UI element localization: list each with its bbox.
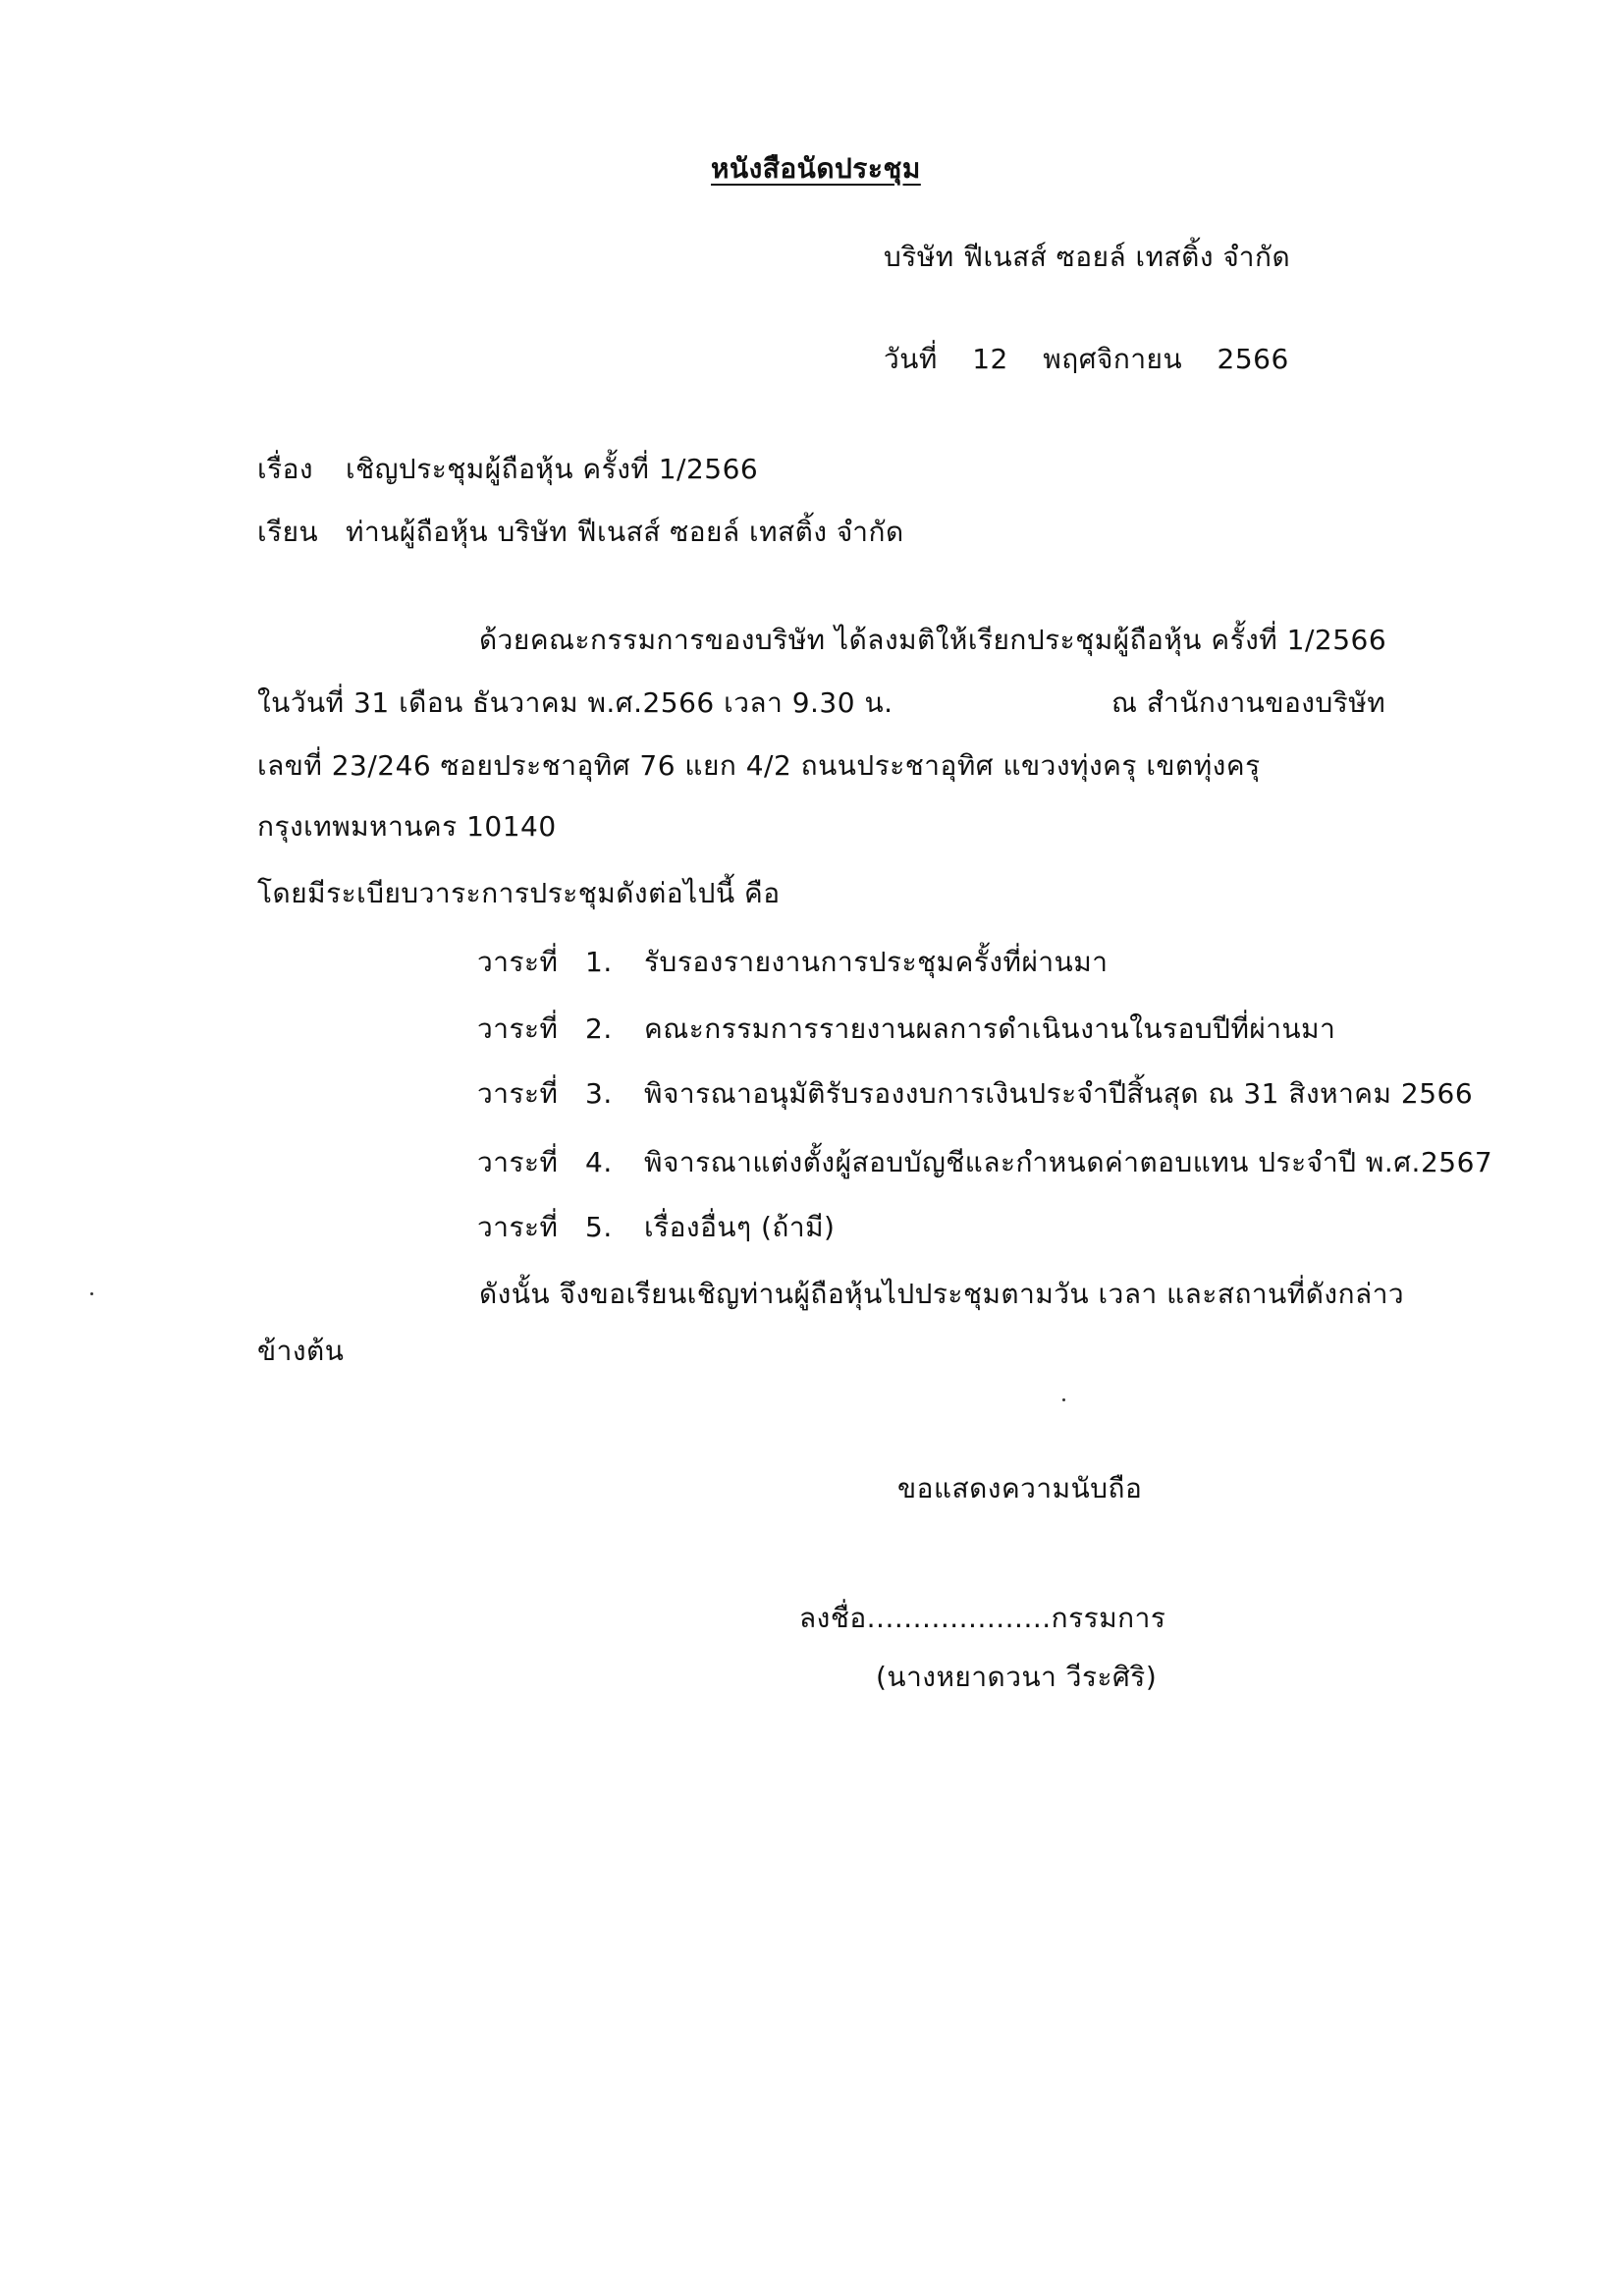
subject-text: เชิญประชุมผู้ถือหุ้น ครั้งที่ 1/2566 xyxy=(346,453,759,485)
date-day: 12 xyxy=(972,343,1008,375)
agenda-item xyxy=(477,943,1108,982)
agenda-item xyxy=(477,1010,1335,1049)
recipient-label: เรียน xyxy=(257,516,319,548)
agenda-intro: โดยมีระเบียบวาระการประชุมดังต่อไปนี้ คือ xyxy=(257,877,781,909)
agenda-number: 3. xyxy=(585,1077,613,1110)
body-paragraph-1: ด้วยคณะกรรมการของบริษัท ได้ลงมติให้เรียกประชุมผู้ถือหุ้น ครั้งที่ 1/2566 xyxy=(479,624,1387,656)
meeting-datetime: ในวันที่ 31 เดือน ธันวาคม พ.ศ.2566 เวลา 9.30 น. xyxy=(257,686,893,719)
company-name: บริษัท ฟีเนสส์ ซอยล์ เทสติ้ง จำกัด xyxy=(884,241,1291,273)
agenda-text: เรื่องอื่นๆ (ถ้ามี) xyxy=(644,1211,836,1243)
signature-line: ลงชื่อ....................กรรมการ xyxy=(799,1602,1166,1634)
agenda-number: 2. xyxy=(585,1012,613,1045)
agenda-label: วาระที่ xyxy=(477,1012,559,1045)
agenda-label: วาระที่ xyxy=(477,1211,559,1243)
subject-line xyxy=(257,450,758,489)
agenda-number: 4. xyxy=(585,1146,613,1178)
body-paragraph-3: เลขที่ 23/246 ซอยประชาอุทิศ 76 แยก 4/2 ถนนประชาอุทิศ แขวงทุ่งครุ เขตทุ่งครุ xyxy=(257,749,1261,782)
agenda-label: วาระที่ xyxy=(477,1077,559,1110)
agenda-number: 5. xyxy=(585,1211,613,1243)
agenda-text: พิจารณาอนุมัติรับรองงบการเงินประจำปีสิ้นสุด ณ 31 สิงหาคม 2566 xyxy=(644,1077,1474,1110)
document-date xyxy=(884,340,1315,379)
regards: ขอแสดงความนับถือ xyxy=(897,1472,1143,1504)
recipient-line xyxy=(257,513,904,552)
recipient-text: ท่านผู้ถือหุ้น บริษัท ฟีเนสส์ ซอยล์ เทสติ้ง จำกัด xyxy=(346,516,904,548)
scan-speck xyxy=(90,1292,93,1295)
date-prefix: วันที่ xyxy=(884,343,938,375)
agenda-text: คณะกรรมการรายงานผลการดำเนินงานในรอบปีที่ผ่านมา xyxy=(644,1012,1336,1045)
agenda-label: วาระที่ xyxy=(477,946,559,978)
agenda-item xyxy=(477,1143,1492,1182)
agenda-number: 1. xyxy=(585,946,613,978)
agenda-item xyxy=(477,1074,1473,1114)
body-paragraph-2 xyxy=(257,683,1386,723)
date-year: 2566 xyxy=(1217,343,1289,375)
agenda-text: พิจารณาแต่งตั้งผู้สอบบัญชีและกำหนดค่าตอบแทน ประจำปี พ.ศ.2567 xyxy=(644,1146,1493,1178)
meeting-location: ณ สำนักงานของบริษัท xyxy=(1111,686,1386,719)
closing-line-1: ดังนั้น จึงขอเรียนเชิญท่านผู้ถือหุ้นไปประชุมตามวัน เวลา และสถานที่ดังกล่าว xyxy=(479,1278,1405,1310)
scan-speck xyxy=(1062,1398,1065,1401)
signer-name: (นางหยาดวนา วีระศิริ) xyxy=(876,1661,1158,1693)
agenda-text: รับรองรายงานการประชุมครั้งที่ผ่านมา xyxy=(644,946,1109,978)
agenda-item xyxy=(477,1208,835,1247)
agenda-label: วาระที่ xyxy=(477,1146,559,1178)
document-title: หนังสือนัดประชุม xyxy=(711,152,921,185)
subject-label: เรื่อง xyxy=(257,453,314,485)
closing-line-2: ข้างต้น xyxy=(257,1335,345,1367)
date-month: พฤศจิกายน xyxy=(1043,343,1183,375)
body-paragraph-4: กรุงเทพมหานคร 10140 xyxy=(257,810,557,843)
